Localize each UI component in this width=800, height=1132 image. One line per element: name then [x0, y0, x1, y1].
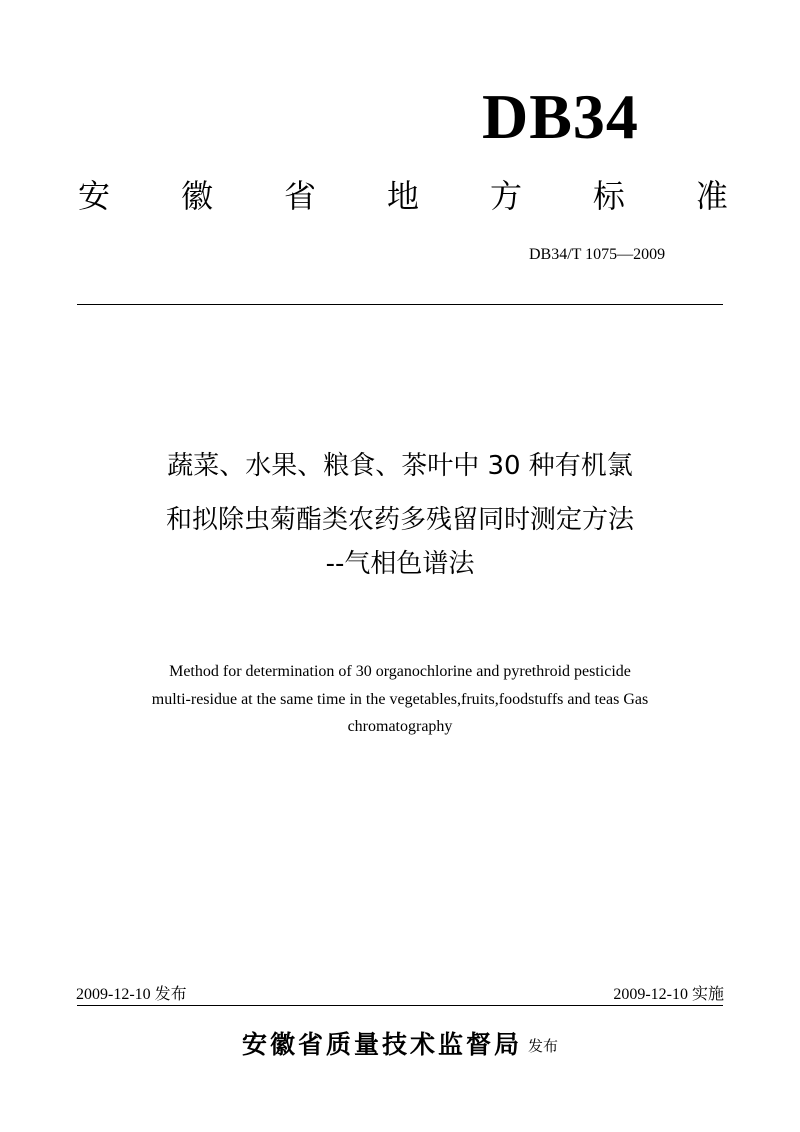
implementation-date: 2009-12-10 实施 — [613, 986, 724, 1003]
english-title-line: chromatography — [347, 718, 453, 735]
issuer-name: 安徽省质量技术监督局 — [241, 1030, 522, 1059]
standard-type-char: 准 — [695, 177, 728, 215]
standard-type-char: 标 — [592, 177, 625, 215]
standard-code: DB34 — [482, 81, 639, 152]
english-title-line: Method for determination of 30 organochlorine and pyrethroid pesticide — [169, 663, 631, 680]
standard-type-char: 省 — [283, 177, 316, 215]
standard-type-char: 徽 — [180, 177, 213, 215]
standard-type-heading — [78, 176, 728, 216]
footer-divider — [77, 1005, 723, 1006]
standard-number: DB34/T 1075—2009 — [529, 246, 666, 263]
issuer-suffix: 发布 — [528, 1037, 559, 1055]
header-divider — [77, 304, 723, 305]
english-title-line: multi-residue at the same time in the vegetables,fruits,foodstuffs and teas Gas — [151, 691, 649, 708]
issue-date: 2009-12-10 发布 — [76, 986, 187, 1003]
chinese-title-line: 和拟除虫菊酯类农药多残留同时测定方法 — [165, 505, 634, 535]
standard-type-char: 安 — [78, 177, 111, 215]
standard-type-char: 地 — [386, 177, 419, 215]
chinese-title-line: 蔬菜、水果、粮食、茶叶中 30 种有机氯 — [167, 451, 633, 481]
chinese-subtitle-line: --气相色谱法 — [325, 549, 475, 579]
standard-type-char: 方 — [489, 177, 522, 215]
issuer-line — [0, 1028, 800, 1063]
